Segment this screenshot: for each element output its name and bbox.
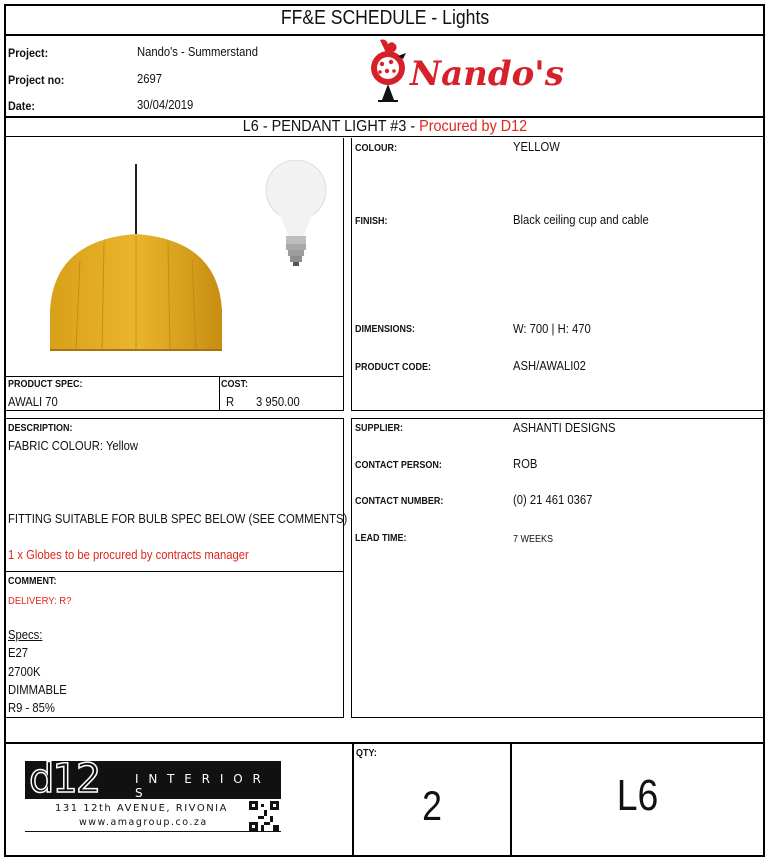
website-text: www.amagroup.co.za xyxy=(79,817,208,828)
d12-logo-rule xyxy=(25,831,281,832)
nandos-logo xyxy=(358,38,578,106)
product-spec-label: PRODUCT SPEC: xyxy=(8,379,83,390)
cost-divider xyxy=(219,376,220,410)
procured-by: Procured by D12 xyxy=(419,118,528,135)
d12-logo xyxy=(25,756,281,833)
product-image xyxy=(40,160,340,365)
page-title: FF&E SCHEDULE - Lights xyxy=(280,7,490,29)
cost-value: 3 950.00 xyxy=(256,395,300,409)
project-no-value: 2697 xyxy=(137,72,163,86)
colour-label: COLOUR: xyxy=(355,143,398,154)
contact-number-label: CONTACT NUMBER: xyxy=(355,496,444,507)
contact-person-label: CONTACT PERSON: xyxy=(355,460,442,471)
item-code: L6 xyxy=(616,771,659,820)
spec-line: E27 xyxy=(8,646,29,660)
lead-time-label: LEAD TIME: xyxy=(355,533,407,544)
description-line-2: FITTING SUITABLE FOR BULB SPEC BELOW (SEE COMMENTS) xyxy=(8,512,348,526)
description-line-3: 1 x Globes to be procured by contracts manager xyxy=(8,548,249,562)
qty-value: 2 xyxy=(422,782,442,829)
contact-number-value: (0) 21 461 0367 xyxy=(513,493,593,507)
project-value: Nando's - Summerstand xyxy=(137,45,258,59)
date-value: 30/04/2019 xyxy=(137,98,194,112)
product-spec-value: AWALI 70 xyxy=(8,395,58,409)
spec-divider xyxy=(6,376,343,377)
qr-code-icon xyxy=(249,801,279,831)
lead-time-value: 7 WEEKS xyxy=(513,534,554,545)
dimensions-label: DIMENSIONS: xyxy=(355,324,416,335)
supplier-label: SUPPLIER: xyxy=(355,423,404,434)
interiors-text: I N T E R I O R S xyxy=(135,772,264,800)
description-box xyxy=(6,418,344,718)
colour-value: YELLOW xyxy=(513,140,560,154)
specs-heading: Specs: xyxy=(8,628,43,642)
finish-value: Black ceiling cup and cable xyxy=(513,213,649,227)
spec-line: 2700K xyxy=(8,665,41,679)
spec-line: R9 - 85% xyxy=(8,701,55,715)
finish-label: FINISH: xyxy=(355,216,388,227)
qty-label: QTY: xyxy=(356,748,377,759)
dimensions-value: W: 700 | H: 470 xyxy=(513,322,591,336)
description-line-1: FABRIC COLOUR: Yellow xyxy=(8,439,139,453)
description-label: DESCRIPTION: xyxy=(8,423,73,434)
project-label: Project: xyxy=(8,46,49,60)
comment-divider xyxy=(6,571,343,572)
date-label: Date: xyxy=(8,99,36,113)
project-no-label: Project no: xyxy=(8,73,65,87)
address-text: 131 12th AVENUE, RIVONIA xyxy=(55,803,228,814)
rooster-icon xyxy=(358,38,418,104)
item-title xyxy=(39,118,732,136)
product-code-label: PRODUCT CODE: xyxy=(355,362,432,373)
cost-label: COST: xyxy=(221,379,248,390)
contact-person-value: ROB xyxy=(513,457,538,471)
nandos-wordmark: Nando's xyxy=(410,54,564,94)
product-code-value: ASH/AWALI02 xyxy=(513,359,586,373)
item-code-title: L6 - PENDANT LIGHT #3 - xyxy=(242,118,420,135)
supplier-value: ASHANTI DESIGNS xyxy=(513,421,616,435)
delivery-note: DELIVERY: R? xyxy=(8,595,72,607)
comment-label: COMMENT: xyxy=(8,576,57,587)
spec-line: DIMMABLE xyxy=(8,683,67,697)
d12-mark: d12 xyxy=(29,756,100,802)
cost-currency: R xyxy=(226,395,235,409)
